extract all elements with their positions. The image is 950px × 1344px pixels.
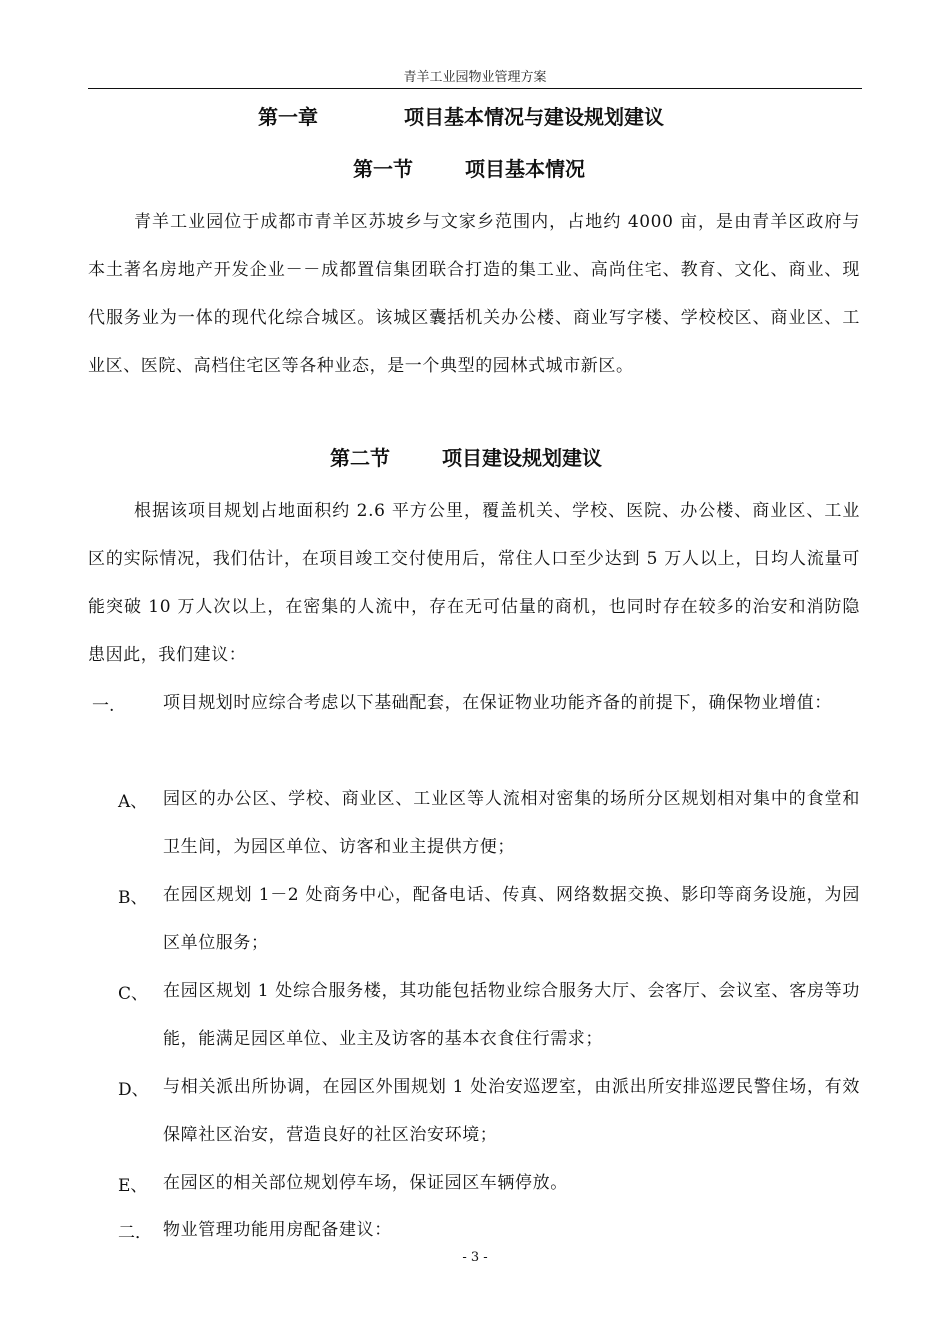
list-item-marker: C、 xyxy=(118,984,149,1004)
list-item-marker: B、 xyxy=(118,888,148,908)
list-item-text: 园区的办公区、学校、商业区、工业区等人流相对密集的场所分区规划相对集中的食堂和卫生间，为园区单位、访客和业主提供方便； xyxy=(163,789,860,857)
list-item-text: 与相关派出所协调，在园区外围规划 1 处治安巡逻室，由派出所安排巡逻民警住场，有效保障社区治安，营造良好的社区治安环境； xyxy=(163,1077,860,1145)
chapter-number: 第一章 xyxy=(258,105,318,129)
list1-text: 项目规划时应综合考虑以下基础配套，在保证物业功能齐备的前提下，确保物业增值： xyxy=(163,693,832,713)
chapter-title: 项目基本情况与建设规划建议 xyxy=(404,105,664,129)
section2-paragraph: 根据该项目规划占地面积约 2.6 平方公里，覆盖机关、学校、医院、办公楼、商业区、工业区的实际情况，我们估计，在项目竣工交付使用后，常住人口至少达到 5 万人以上，日均人流量可能突破 10 万人次以上，在密集的人流中，存在无可估量的商机，也同时存在较多的治安和消防隐患因此，我们建议： xyxy=(88,501,860,665)
section2-number: 第二节 xyxy=(330,446,390,470)
list-item-marker: A、 xyxy=(118,792,148,812)
list-item-text: 在园区规划 1－2 处商务中心，配备电话、传真、网络数据交换、影印等商务设施，为园区单位服务； xyxy=(163,885,860,953)
section1-paragraph: 青羊工业园位于成都市青羊区苏坡乡与文家乡范围内，占地约 4000 亩，是由青羊区政府与本土著名房地产开发企业－－成都置信集团联合打造的集工业、高尚住宅、教育、文化、商业、现代服务业为一体的现代化综合城区。该城区囊括机关办公楼、商业写字楼、学校校区、商业区、工业区、医院、高档住宅区等各种业态，是一个典型的园林式城市新区。 xyxy=(88,212,860,376)
section1-title: 项目基本情况 xyxy=(465,157,585,181)
section2-title: 项目建设规划建议 xyxy=(442,446,602,470)
list-item-marker: D、 xyxy=(118,1080,149,1100)
list-item-text: 在园区规划 1 处综合服务楼，其功能包括物业综合服务大厅、会客厅、会议室、客房等功能，能满足园区单位、业主及访客的基本衣食住行需求； xyxy=(163,981,860,1049)
page-header: 青羊工业园物业管理方案 xyxy=(403,70,547,85)
list1-marker: 一. xyxy=(92,696,115,716)
list-item-text: 在园区的相关部位规划停车场，保证园区车辆停放。 xyxy=(163,1173,568,1193)
list2-text: 物业管理功能用房配备建议： xyxy=(163,1220,392,1240)
section1-number: 第一节 xyxy=(353,157,413,181)
header-rule xyxy=(88,88,862,89)
list2-marker: 二． xyxy=(118,1223,152,1243)
list-item-marker: E、 xyxy=(118,1176,148,1196)
page-number: - 3 - xyxy=(462,1250,488,1265)
